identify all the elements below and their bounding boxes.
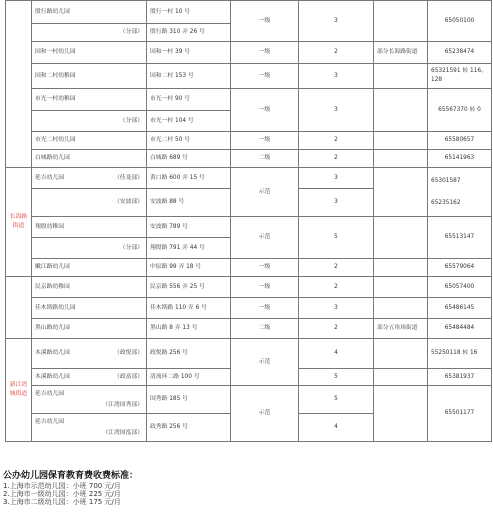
address: 佳木斯路 110 弄 6 号 bbox=[147, 298, 231, 319]
phone: 65238474 bbox=[428, 42, 492, 64]
phone: 65513147 bbox=[428, 217, 492, 259]
level: 一级 bbox=[231, 132, 299, 150]
kindergarten-name bbox=[32, 414, 147, 442]
classes: 3 bbox=[299, 189, 374, 217]
classes: 5 bbox=[299, 369, 374, 386]
fee-item: 1.上海市示范幼儿园：小班 700 元/月 bbox=[3, 482, 121, 490]
classes: 2 bbox=[299, 150, 374, 168]
address: 殷行路 310 弄 26 号 bbox=[147, 24, 231, 42]
note bbox=[374, 217, 428, 259]
classes: 3 bbox=[299, 298, 374, 319]
phone: 65050100 bbox=[428, 1, 492, 42]
table-row bbox=[6, 168, 492, 189]
address: 市光一村 104 号 bbox=[147, 111, 231, 132]
kindergarten-name bbox=[32, 369, 147, 386]
kindergarten-name-text: 延吉幼儿园 bbox=[35, 390, 64, 397]
classes: 2 bbox=[299, 277, 374, 298]
table-row bbox=[6, 339, 492, 369]
address: 中原路 99 弄 18 号 bbox=[147, 259, 231, 277]
branch-name: （分部） bbox=[32, 238, 147, 259]
kindergarten-name: 殷行路幼儿园 bbox=[32, 1, 147, 24]
level: 示范 bbox=[231, 217, 299, 259]
address: 国和一村 39 号 bbox=[147, 42, 231, 64]
level: 二级 bbox=[231, 150, 299, 168]
kindergarten-name-text: 本溪路幼儿园 bbox=[35, 350, 70, 356]
table-row bbox=[6, 64, 492, 89]
address: 政秀路 256 号 bbox=[147, 414, 231, 442]
kindergarten-name: 嫩江路幼儿园 bbox=[32, 259, 147, 277]
branch-name: （分部） bbox=[32, 111, 147, 132]
branch-name: （政悦部） bbox=[114, 350, 143, 356]
table-row bbox=[6, 217, 492, 238]
classes: 2 bbox=[299, 319, 374, 339]
kindergarten-name: 黑山路幼儿园 bbox=[32, 319, 147, 339]
address: 翔殷路 791 弄 44 号 bbox=[147, 238, 231, 259]
address: 国秀路 185 号 bbox=[147, 386, 231, 414]
table-row bbox=[6, 277, 492, 298]
note bbox=[374, 277, 428, 298]
note bbox=[374, 386, 428, 442]
phone: 65321591 转 116、128 bbox=[428, 64, 492, 89]
address: 安波路 88 号 bbox=[147, 189, 231, 217]
kindergarten-name: 翔殷幼稚园 bbox=[32, 217, 147, 238]
kindergarten-name-text: 延吉幼儿园 bbox=[35, 174, 64, 181]
branch-name: （分部） bbox=[32, 24, 147, 42]
note bbox=[374, 89, 428, 132]
phone-1: 65301587 bbox=[431, 177, 461, 184]
kindergarten-name-text: 本溪路幼儿园 bbox=[35, 373, 70, 380]
branch-name: （江湾国秀部） bbox=[102, 401, 143, 408]
classes: 5 bbox=[299, 217, 374, 259]
phone: 65141963 bbox=[428, 150, 492, 168]
classes: 3 bbox=[299, 89, 374, 132]
fee-title: 公办幼儿园保育教育费收费标准： bbox=[3, 471, 139, 481]
address: 殷行一村 10 号 bbox=[147, 1, 231, 24]
classes: 5 bbox=[299, 386, 374, 414]
fee-item: 2.上海市一级幼儿园：小班 225 元/月 bbox=[3, 490, 121, 498]
classes: 3 bbox=[299, 1, 374, 42]
kindergarten-name bbox=[32, 339, 147, 369]
kindergarten-name: 民京路幼稚园 bbox=[32, 277, 147, 298]
level: 示范 bbox=[231, 339, 299, 386]
classes: 4 bbox=[299, 414, 374, 442]
address: 清流环二路 100 号 bbox=[147, 369, 231, 386]
table-row bbox=[6, 42, 492, 64]
fee-item: 3.上海市二级幼儿园：小班 175 元/月 bbox=[3, 498, 121, 506]
kindergarten-name bbox=[32, 168, 147, 189]
level: 示范 bbox=[231, 168, 299, 217]
table-row bbox=[6, 386, 492, 414]
table-row bbox=[6, 89, 492, 111]
district-cell bbox=[6, 277, 32, 339]
address: 政悦路 256 号 bbox=[147, 339, 231, 369]
level: 一级 bbox=[231, 298, 299, 319]
address: 国和二村 153 号 bbox=[147, 64, 231, 89]
table-row bbox=[6, 1, 492, 24]
address: 市光二村 50 号 bbox=[147, 132, 231, 150]
phone bbox=[428, 168, 492, 217]
district-changhai: 长海路街道 bbox=[6, 168, 32, 277]
phone: 65579064 bbox=[428, 259, 492, 277]
district-xinjiangwan: 新江湾城街道 bbox=[6, 339, 32, 442]
phone: 55250118 转 16 bbox=[428, 339, 492, 369]
note bbox=[374, 64, 428, 89]
table-row bbox=[6, 259, 492, 277]
note: 部分五角场街道 bbox=[374, 319, 428, 339]
address: 黑山路 8 弄 13 号 bbox=[147, 319, 231, 339]
level: 二级 bbox=[231, 319, 299, 339]
kindergarten-name: 白城路幼儿园 bbox=[32, 150, 147, 168]
branch-name: （政富部） bbox=[114, 373, 143, 380]
note bbox=[374, 150, 428, 168]
note bbox=[374, 259, 428, 277]
phone: 65057400 bbox=[428, 277, 492, 298]
phone: 65381937 bbox=[428, 369, 492, 386]
note bbox=[374, 369, 428, 386]
classes: 3 bbox=[299, 64, 374, 89]
note: 部分长海路街道 bbox=[374, 42, 428, 64]
classes: 2 bbox=[299, 42, 374, 64]
note bbox=[374, 1, 428, 42]
kindergarten-name: 佳木斯路幼儿园 bbox=[32, 298, 147, 319]
level: 一级 bbox=[231, 64, 299, 89]
kindergarten-name bbox=[32, 386, 147, 414]
classes: 3 bbox=[299, 168, 374, 189]
level: 一级 bbox=[231, 259, 299, 277]
district-cell bbox=[6, 1, 32, 168]
note bbox=[374, 339, 428, 369]
branch-name: （江湾国泓部） bbox=[102, 429, 143, 436]
table-row bbox=[6, 150, 492, 168]
address: 市光一村 90 号 bbox=[147, 89, 231, 111]
classes: 4 bbox=[299, 339, 374, 369]
table-row bbox=[6, 132, 492, 150]
kindergarten-name: 国和二村幼稚园 bbox=[32, 64, 147, 89]
address: 民京路 556 弄 25 号 bbox=[147, 277, 231, 298]
phone: 65486145 bbox=[428, 298, 492, 319]
level: 示范 bbox=[231, 386, 299, 442]
branch-name: （佳龙部） bbox=[114, 174, 143, 181]
classes: 2 bbox=[299, 132, 374, 150]
level: 一级 bbox=[231, 89, 299, 132]
branch-name: （安波部） bbox=[32, 189, 147, 217]
kindergarten-table bbox=[5, 0, 492, 442]
address: 安波路 789 号 bbox=[147, 217, 231, 238]
phone: 65580657 bbox=[428, 132, 492, 150]
classes: 2 bbox=[299, 259, 374, 277]
phone: 65567370 转 0 bbox=[428, 89, 492, 132]
address: 白城路 689 号 bbox=[147, 150, 231, 168]
note bbox=[374, 132, 428, 150]
note bbox=[374, 168, 428, 217]
address: 黄口路 600 弄 15 号 bbox=[147, 168, 231, 189]
kindergarten-name: 市光二村幼儿园 bbox=[32, 132, 147, 150]
note bbox=[374, 298, 428, 319]
table-row bbox=[6, 319, 492, 339]
level: 一级 bbox=[231, 277, 299, 298]
kindergarten-name: 国和一村幼儿园 bbox=[32, 42, 147, 64]
level: 一级 bbox=[231, 1, 299, 42]
table-row bbox=[6, 298, 492, 319]
fee-standard-notes bbox=[3, 470, 138, 506]
phone: 65501177 bbox=[428, 386, 492, 442]
kindergarten-name: 市光一村幼稚园 bbox=[32, 89, 147, 111]
kindergarten-name-text: 延吉幼儿园 bbox=[35, 418, 64, 425]
level: 一级 bbox=[231, 42, 299, 64]
phone-2: 65235162 bbox=[431, 199, 461, 206]
phone: 65484484 bbox=[428, 319, 492, 339]
